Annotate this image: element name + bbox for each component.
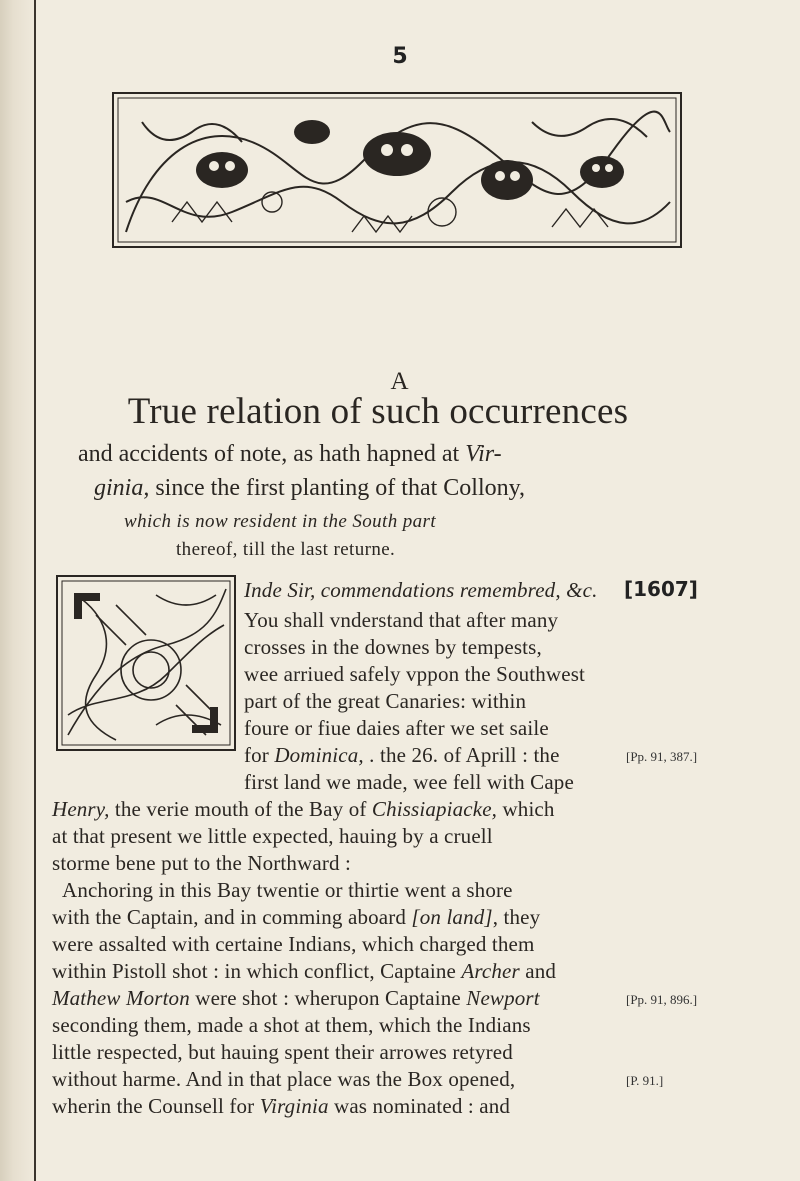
body-line: without harme. And in that place was the Box opened,: [52, 1067, 516, 1091]
title-article: A: [390, 368, 410, 395]
body-text: for: [244, 743, 275, 767]
body-line: [52, 797, 555, 822]
body-line: Anchoring in this Bay twentie or thirtie went a shore: [62, 878, 513, 902]
body-line: at that present we little expected, hauing by a cruell: [52, 824, 493, 848]
body-line: [52, 1094, 510, 1119]
person-name: Newport: [466, 986, 540, 1010]
body-text: was nominated : and: [328, 1094, 511, 1118]
subtitle-text: and accidents of note, as hath hapned at: [78, 441, 460, 467]
body-line: foure or fiue daies after we set saile: [244, 716, 549, 740]
person-name: Mathew Morton: [52, 986, 190, 1010]
place-name: Virginia: [259, 1094, 329, 1118]
body-line: crosses in the downes by tempests,: [244, 635, 542, 659]
body-line: You shall vnderstand that after many: [244, 608, 559, 632]
body-line: [244, 743, 560, 768]
binding-gutter: [0, 0, 36, 1181]
place-name: Chissiapiacke,: [371, 797, 498, 821]
body-text: within Pistoll shot : in which conflict, Captaine: [52, 959, 462, 983]
body-line: little respected, but hauing spent their arrowes retyred: [52, 1040, 513, 1064]
body-line: [52, 905, 540, 930]
body-line: storme bene put to the Northward :: [52, 851, 352, 875]
person-name: Archer: [461, 959, 520, 983]
body-text: which: [497, 797, 555, 821]
place-name: Dominica,: [274, 743, 364, 767]
document-title: True relation of such occurrences: [127, 391, 629, 432]
subtitle-line-3: which is now resident in the South part: [124, 511, 437, 532]
body-text: were shot : wherupon Captaine: [189, 986, 467, 1010]
body-text: , they: [492, 905, 541, 929]
body-text: and: [519, 959, 556, 983]
body-line: [52, 986, 540, 1011]
editorial-insertion: [on land]: [411, 905, 493, 929]
subtitle-line-4: thereof, till the last returne.: [176, 539, 396, 560]
place-name: Vir-: [465, 441, 502, 467]
subtitle-line-1: [78, 441, 502, 468]
page-reference-note: [Pp. 91, 387.]: [626, 749, 698, 764]
place-name: Henry,: [52, 797, 110, 821]
body-line: were assalted with certaine Indians, which charged them: [52, 932, 535, 956]
body-line: Inde Sir, commendations remembred, &c.: [244, 578, 598, 602]
body-line: wee arriued safely vppon the Southwest: [244, 662, 586, 686]
body-line: seconding them, made a shot at them, which the Indians: [52, 1013, 531, 1037]
ornamental-drop-cap: [56, 575, 236, 751]
body-line: part of the great Canaries: within: [244, 689, 527, 713]
body-line: [52, 959, 556, 984]
body-text: with the Captain, and in comming aboard: [52, 905, 412, 929]
page-reference-note: [P. 91.]: [626, 1073, 664, 1088]
place-name: ginia,: [94, 475, 150, 501]
body-line: first land we made, wee fell with Cape: [244, 770, 574, 794]
year-marginal-note: [1607]: [624, 577, 698, 601]
page-reference-note: [Pp. 91, 896.]: [626, 992, 698, 1007]
ornamental-headpiece: [112, 92, 682, 248]
body-text: the verie mouth of the Bay of: [109, 797, 372, 821]
body-text: . the 26. of Aprill : the: [363, 743, 560, 767]
subtitle-text: since the first planting of that Collony,: [149, 475, 526, 501]
body-text: wherin the Counsell for: [52, 1094, 260, 1118]
subtitle-line-2: [94, 475, 525, 502]
page-number: 5: [392, 44, 408, 69]
